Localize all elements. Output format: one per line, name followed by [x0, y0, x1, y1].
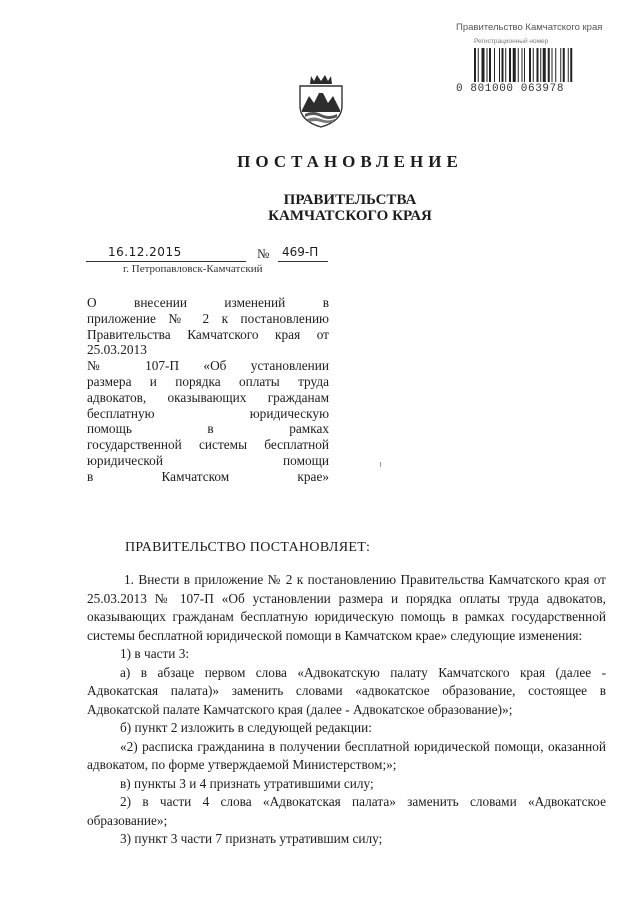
issuer-line-2: КАМЧАТСКОГО КРАЯ — [268, 208, 432, 224]
barcode-bar — [537, 48, 539, 82]
document-date: 16.12.2015 — [108, 245, 182, 259]
number-underline — [278, 261, 328, 262]
barcode-bar — [540, 48, 541, 82]
barcode-bar — [524, 48, 525, 82]
barcode-bar — [482, 48, 485, 82]
body-paragraph: 1) в части 3: — [120, 646, 190, 661]
registration-org: Правительство Камчатского края — [456, 22, 603, 33]
registration-number: 0 801000 063978 — [456, 83, 565, 95]
barcode-bar — [487, 48, 488, 82]
body-paragraph: в) пункты 3 и 4 признать утратившими силу; — [120, 775, 374, 791]
city: г. Петропавловск-Камчатский — [123, 263, 263, 275]
document-body — [87, 571, 606, 849]
barcode — [474, 48, 602, 82]
barcode-bar — [543, 48, 546, 82]
body-paragraph: «2) расписка гражданина в получении бесплатной юридической помощи, оказанной адвокатом, по форме утверждаемой Министерством;»; — [87, 738, 606, 772]
registration-note: Регистрационный номер — [474, 38, 549, 45]
barcode-bar — [560, 48, 561, 82]
barcode-bar — [552, 48, 553, 82]
body-paragraph: 3) пункт 3 части 7 признать утратившим силу; — [120, 831, 383, 846]
barcode-bar — [474, 48, 476, 82]
barcode-bar — [509, 48, 511, 82]
barcode-bar — [505, 48, 506, 82]
barcode-bar — [522, 48, 523, 82]
document-number: 469-П — [282, 245, 319, 259]
barcode-bar — [570, 48, 572, 82]
barcode-bar — [555, 48, 556, 82]
registration-block — [456, 22, 606, 96]
barcode-bar — [518, 48, 519, 82]
barcode-bar — [499, 48, 500, 82]
barcode-bar — [529, 48, 531, 82]
issuer-line-1: ПРАВИТЕЛЬСТВА — [283, 192, 417, 208]
barcode-bar — [563, 48, 565, 82]
barcode-bar — [513, 48, 516, 82]
document-type: ПОСТАНОВЛЕНИЕ — [237, 152, 463, 171]
document-subject: О внесении изменений в приложение № 2 к постановлению Правительства Камчатского края от 25.03.2013 № 107-П «Об установлении размера и порядка оплаты труда адвокатов, оказывающих гражданам бесплатную юридическую помощь в рамках государственной системы бесплатной юридической помощи в Камчатском крае» — [87, 295, 329, 484]
barcode-bar — [568, 48, 569, 82]
body-paragraph: б) пункт 2 изложить в следующей редакции: — [120, 720, 372, 735]
barcode-bar — [548, 48, 550, 82]
decree-heading: ПРАВИТЕЛЬСТВО ПОСТАНОВЛЯЕТ: — [125, 540, 371, 555]
coat-of-arms-icon — [297, 70, 345, 128]
body-paragraph: 1. Внести в приложение № 2 к постановлению Правительства Камчатского края от 25.03.2013 № 107-П «Об установлении размера и порядка оплаты труда адвокатов, оказывающих гражданам бесплатную юридическую помощь в рамках государственной системы бесплатной юридической помощи в Камчатском крае» следующие изменения: — [87, 572, 606, 643]
barcode-bar — [478, 48, 479, 82]
number-sign: № — [257, 246, 270, 261]
barcode-bar — [489, 48, 491, 82]
barcode-bar — [533, 48, 534, 82]
body-paragraph: а) в абзаце первом слова «Адвокатскую палату Камчатского края (далее - Адвокатская палата)» заменить словами «адвокатское образование, состоящее в Адвокатской палате Камчатского края (далее - Адвокатское образование)»; — [87, 664, 606, 717]
date-underline — [86, 261, 246, 262]
barcode-bar — [502, 48, 504, 82]
body-paragraph: 2) в части 4 слова «Адвокатская палата» заменить словами «Адвокатское образование»; — [87, 794, 606, 828]
scan-speck — [380, 462, 381, 467]
barcode-bar — [494, 48, 495, 82]
